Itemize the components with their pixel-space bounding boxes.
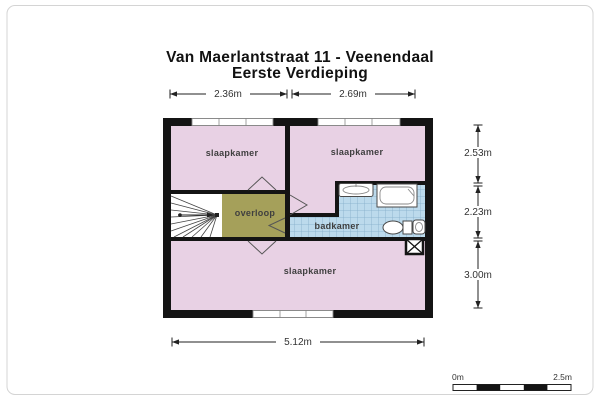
hand-basin [413,220,425,234]
room-label-bedroom-top-right: slaapkamer [330,147,384,157]
bathtub [377,184,417,207]
dimension-right-bottom-label: 3.00m [464,270,492,281]
duct-box [406,239,423,254]
washbasin [339,184,373,197]
dimension-bottom-label: 5.12m [284,337,312,348]
dimension-right-middle [456,186,500,238]
dimension-top-left [170,89,287,101]
room-label-bedroom-bottom: slaapkamer [283,266,337,276]
page-subtitle: Eerste Verdieping [231,65,369,82]
room-label-bathroom: badkamer [314,221,360,231]
room-label-bedroom-top-left: slaapkamer [205,148,259,158]
dimension-right-middle-label: 2.23m [464,207,492,218]
window-top-left [192,119,273,126]
scale-bar-start-label: 0m [452,372,464,382]
scale-bar-segment [524,385,548,391]
dimension-right-top-label: 2.53m [464,148,492,159]
page-title: Van Maerlantstraat 11 - Veenendaal [166,49,434,66]
dimension-top-right-label: 2.69m [339,89,367,100]
dimension-right-bottom [456,241,500,308]
stairs-pivot [215,213,219,217]
floor-plan [163,118,433,318]
scale-bar [452,372,572,391]
scale-bar-end-label: 2.5m [553,372,572,382]
dimension-top-left-label: 2.36m [214,89,242,100]
bedroom-top-left-floor [171,126,285,190]
room-label-landing: overloop [234,208,276,218]
dimension-top-right [292,89,415,101]
window-bottom [253,311,333,318]
dimension-bottom [172,337,424,349]
scale-bar-segment [477,385,501,391]
scale-bar-track [453,385,571,391]
dimension-right-top [456,125,500,183]
toilet [383,221,412,234]
window-top-right [318,119,400,126]
